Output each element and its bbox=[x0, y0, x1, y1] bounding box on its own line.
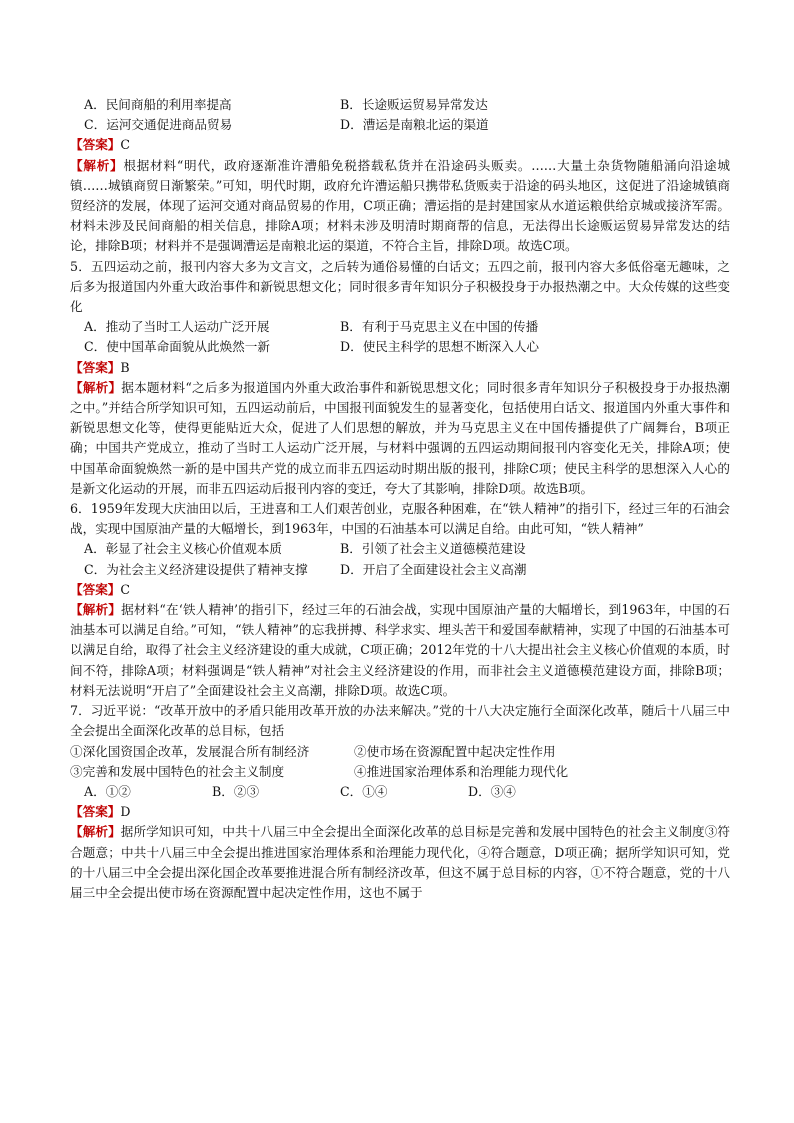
option-d: D．开启了全面建设社会主义高潮 bbox=[340, 561, 527, 577]
options-row bbox=[70, 317, 730, 337]
option-c: C．运河交通促进商品贸易 bbox=[84, 117, 233, 133]
answer-value: C bbox=[120, 581, 131, 597]
question-stem: 5．五四运动之前，报刊内容大多为文言文，之后转为通俗易懂的白话文；五四之前，报刊内容大多低俗毫无趣味，之后多为报道国内外重大政治事件和新锐思想文化；同时很多青年知识分子积极投身于办报热潮之中。大众传媒的这些变化 bbox=[70, 258, 730, 315]
answer-line bbox=[70, 580, 730, 600]
analysis-paragraph bbox=[70, 378, 730, 499]
options-row bbox=[70, 337, 730, 357]
question-stem: 7．习近平说：“改革开放中的矛盾只能用改革开放的办法来解决。”党的十八大决定施行全面深化改革，随后十八届三中全会提出全面深化改革的总目标，包括 bbox=[70, 703, 730, 739]
option-b: B．有利于马克思主义在中国的传播 bbox=[340, 319, 539, 335]
item-2: ②使市场在资源配置中起决定性作用 bbox=[354, 743, 556, 759]
option-d: D．③④ bbox=[468, 783, 516, 799]
analysis-text: 据材料“在‘铁人精神’的指引下，经过三年的石油会战，实现中国原油产量的大幅增长，到1963年，中国的石油基本可以满足自给。”可知，“铁人精神”的忘我拼搏、科学求实、埋头苦干和爱国奉献精神，实现了中国的石油基本可以满足自给，取得了社会主义经济建设的重大成就，C项正确；2012年党的十八大提出社会主义核心价值观的本质，时间不符，排除A项；材料强调是“铁人精神”对社会主义经济建设的作用，而非社会主义道德模范建设方面，排除B项；材料无法说明“开启了”全面建设社会主义高潮，排除D项。故选C项。 bbox=[70, 602, 731, 698]
analysis-text: 据所学知识可知，中共十八届三中全会提出全面深化改革的总目标是完善和发展中国特色的社会主义制度③符合题意；中共十八届三中全会提出推进国家治理体系和治理能力现代化，④符合题意，D项正确；据所学知识可知，党的十八届三中全会提出深化国企改革要推进混合所有制经济改革，但这不属于总目标的内容，①不符合题意，党的十八届三中全会提出使市场在资源配置中起决定性作用，这也不属于 bbox=[70, 824, 731, 900]
analysis-text: 据本题材料“之后多为报道国内外重大政治事件和新锐思想文化；同时很多青年知识分子积极投身于办报热潮之中。”并结合所学知识可知，五四运动前后，中国报刊面貌发生的显著变化，包括使用白话文、报道国内外重大事件和新锐思想文化等，使得更能贴近大众，促进了人们思想的解放，并为马克思主义在中国传播提供了广阔舞台，B项正确；中国共产党成立，推动了当时工人运动广泛开展，与材料中强调的五四运动期间报刊内容变化无关，排除A项；使中国革命面貌焕然一新的是中国共产党的成立而非五四运动时期出版的报刊，排除C项；使民主科学的思想深入人心的是新文化运动的开展，而非五四运动后报刊内容的变迁，夸大了其影响，排除D项。故选B项。 bbox=[70, 379, 730, 496]
analysis-paragraph bbox=[70, 822, 730, 903]
answer-line bbox=[70, 135, 730, 155]
item-4: ④推进国家治理体系和治理能力现代化 bbox=[354, 763, 569, 779]
item-1: ①深化国资国企改革，发展混合所有制经济 bbox=[70, 743, 310, 759]
option-c: C．使中国革命面貌从此焕然一新 bbox=[84, 339, 270, 355]
analysis-tag: 【解析】 bbox=[70, 157, 124, 173]
answer-tag: 【答案】 bbox=[70, 137, 121, 153]
option-a: A．民间商船的利用率提高 bbox=[84, 97, 232, 112]
analysis-tag: 【解析】 bbox=[70, 602, 122, 618]
options-row bbox=[70, 539, 730, 559]
option-d: D．使民主科学的思想不断深入人心 bbox=[340, 339, 540, 355]
option-a: A．①② bbox=[84, 783, 131, 799]
options-row bbox=[70, 782, 730, 802]
options-row bbox=[70, 115, 730, 135]
answer-value: D bbox=[120, 804, 131, 820]
document-page bbox=[70, 95, 730, 903]
option-c: C．①④ bbox=[340, 783, 388, 799]
option-b: B．②③ bbox=[212, 783, 260, 799]
analysis-tag: 【解析】 bbox=[70, 824, 121, 840]
analysis-paragraph bbox=[70, 156, 730, 257]
option-b: B．引领了社会主义道德模范建设 bbox=[340, 541, 526, 557]
item-3: ③完善和发展中国特色的社会主义制度 bbox=[70, 763, 285, 779]
options-row bbox=[70, 560, 730, 580]
answer-value: C bbox=[120, 137, 131, 153]
question-stem: 6．1959年发现大庆油田以后，王进喜和工人们艰苦创业，克服各种困难，在“铁人精神”的指引下，经过三年的石油会战，实现中国原油产量的大幅增长，到1963年，中国的石油基本可以满足自给。由此可知，“铁人精神” bbox=[70, 501, 730, 537]
answer-tag: 【答案】 bbox=[70, 581, 121, 597]
items-row bbox=[70, 742, 730, 762]
option-a: A．彰显了社会主义核心价值观本质 bbox=[84, 541, 283, 557]
option-c: C．为社会主义经济建设提供了精神支撑 bbox=[84, 561, 308, 577]
answer-tag: 【答案】 bbox=[70, 804, 121, 820]
answer-line bbox=[70, 802, 730, 822]
answer-tag: 【答案】 bbox=[70, 359, 121, 375]
analysis-text: 根据材料“明代，政府逐渐准许漕船免税搭载私货并在沿途码头贩卖。……大量土杂货物随船涌向沿途城镇……城镇商贸日渐繁荣。”可知，明代时期，政府允许漕运船只携带私货贩卖于沿途的码头地区，这促进了沿途城镇商贸经济的发展，体现了运河交通对商品贸易的作用，C项正确；漕运指的是封建国家从水道运粮供给京城或接济军需。材料未涉及民间商船的相关信息，排除A项；材料未涉及明清时期商帮的信息，无法得出长途贩运贸易异常发达的结论，排除B项；材料并不是强调漕运是南粮北运的渠道，不符合主旨，排除D项。故选C项。 bbox=[70, 157, 730, 254]
option-b: B．长途贩运贸易异常发达 bbox=[340, 97, 488, 112]
options-row bbox=[70, 95, 730, 115]
items-row bbox=[70, 762, 730, 782]
option-d: D．漕运是南粮北运的渠道 bbox=[340, 117, 489, 133]
answer-value: B bbox=[120, 359, 130, 375]
analysis-tag: 【解析】 bbox=[70, 379, 122, 395]
analysis-paragraph bbox=[70, 600, 730, 701]
answer-line bbox=[70, 358, 730, 378]
option-a: A．推动了当时工人运动广泛开展 bbox=[84, 319, 270, 335]
